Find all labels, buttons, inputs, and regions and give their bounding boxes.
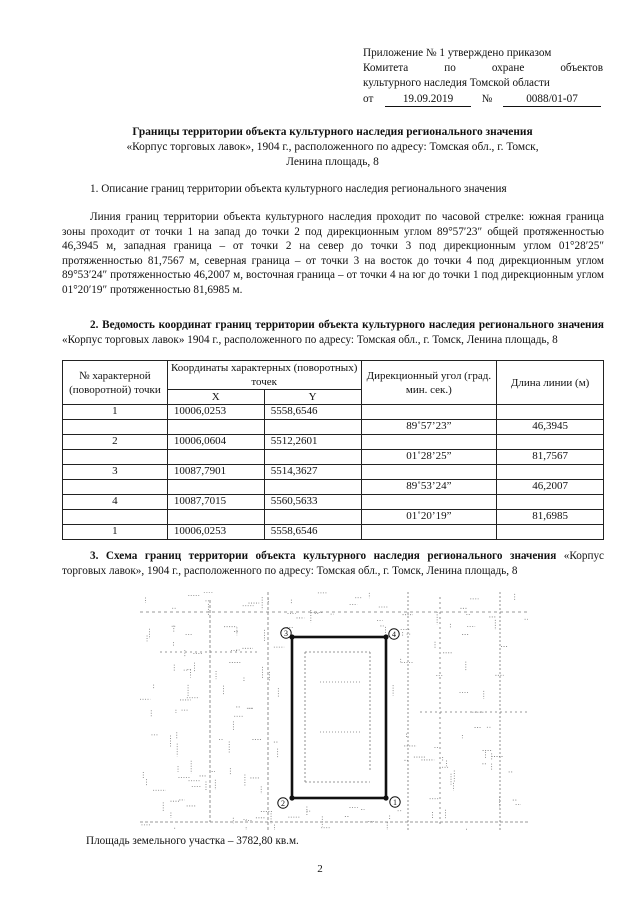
cell-point: 3	[63, 465, 168, 480]
approval-line-1: Приложение № 1 утверждено приказом	[363, 47, 552, 59]
title-line-3: Ленина площадь, 8	[286, 156, 379, 168]
section-3	[62, 549, 604, 578]
page-number: 2	[317, 863, 323, 875]
table-row	[63, 480, 604, 495]
boundary-polygon	[292, 637, 386, 798]
cell-angle: 89˚53’24”	[361, 480, 497, 495]
point-label-3: 3	[284, 629, 288, 638]
cell-y	[264, 450, 361, 465]
point-marker-3	[281, 628, 291, 638]
point-marker-1	[390, 797, 400, 807]
approval-word: охране	[491, 62, 525, 75]
cadastral-background	[140, 592, 528, 830]
cell-y: 5512,2601	[264, 435, 361, 450]
coordinates-table	[62, 360, 604, 540]
number-label: №	[481, 92, 493, 105]
boundary-scheme	[140, 592, 528, 830]
header-point: № характерной (поворотной) точки	[63, 361, 168, 405]
cell-point: 2	[63, 435, 168, 450]
cell-length	[497, 405, 604, 420]
table-header-row	[63, 361, 604, 390]
cell-x: 10087,7901	[167, 465, 264, 480]
cell-length	[497, 465, 604, 480]
cell-length: 46,2007	[497, 480, 604, 495]
table-row	[63, 510, 604, 525]
cell-y	[264, 420, 361, 435]
cell-angle	[361, 405, 497, 420]
cell-length: 81,7567	[497, 450, 604, 465]
cell-angle: 01˚28’25”	[361, 450, 497, 465]
table-row	[63, 465, 604, 480]
cell-length	[497, 495, 604, 510]
header-y: Y	[264, 390, 361, 405]
approval-line-4	[363, 92, 603, 107]
cell-x	[167, 420, 264, 435]
cell-angle: 01˚20’19”	[361, 510, 497, 525]
cell-point	[63, 420, 168, 435]
header-length: Длина линии (м)	[497, 361, 604, 405]
order-date: 19.09.2019	[385, 93, 471, 107]
cell-length	[497, 525, 604, 540]
cell-y: 5558,6546	[264, 525, 361, 540]
section-2	[62, 318, 604, 347]
header-angle: Дирекционный угол (град. мин. сек.)	[361, 361, 497, 405]
cell-length	[497, 435, 604, 450]
approval-line-3: культурного наследия Томской области	[363, 77, 550, 90]
section-3-text: «Корпус торговых лавок», 1904 г., расположенного по адресу: Томская обл., г. Томск, Ленина площадь, 8	[62, 550, 605, 577]
table-row	[63, 405, 604, 420]
approval-block	[363, 46, 603, 107]
cell-y: 5514,3627	[264, 465, 361, 480]
cell-angle	[361, 465, 497, 480]
cell-x: 10006,0253	[167, 405, 264, 420]
document-title	[60, 125, 605, 170]
cell-angle	[361, 435, 497, 450]
cell-x	[167, 450, 264, 465]
point-marker-4	[389, 629, 399, 639]
point-label-1: 1	[393, 798, 397, 807]
section-1-text: Линия границ территории объекта культурного наследия проходит по часовой стрелке: южная граница зоны проходит от точки 1 на запад до точки 2 под дирекционным углом 89°57′23″ общей протяженностью 46,3945 м, западная граница – от точки 2 на север до точки 3 под дирекционным углом 01°28′25″ протяженностью 81,7567 м, северная граница – от точки 3 на восток до точки 4 под дирекционным углом 89°53′24″ протяженностью 46,2007 м, восточная граница – от точки 4 на юг до точки 1 под дирекционным углом 01°20′19″ протяженностью 81,6985 м.	[62, 211, 604, 296]
table-row	[63, 525, 604, 540]
point-marker-2	[278, 798, 288, 808]
table-row	[63, 495, 604, 510]
land-area: Площадь земельного участка – 3782,80 кв.м.	[86, 835, 299, 847]
cell-point: 1	[63, 405, 168, 420]
section-1-heading: 1. Описание границ территории объекта культурного наследия регионального значения	[90, 183, 507, 195]
table-row	[63, 435, 604, 450]
point-label-4: 4	[392, 630, 396, 639]
order-number: 0088/01-07	[503, 93, 601, 107]
title-line-1: Границы территории объекта культурного наследия регионального значения	[132, 126, 533, 138]
approval-word: объектов	[560, 62, 603, 75]
cell-x	[167, 510, 264, 525]
vertex-points	[289, 634, 388, 800]
cell-x: 10006,0253	[167, 525, 264, 540]
cell-point	[63, 450, 168, 465]
cell-y	[264, 510, 361, 525]
approval-word: по	[444, 62, 456, 75]
section-2-heading: 2. Ведомость координат границ территории объекта культурного наследия регионального значения	[90, 319, 604, 331]
cell-angle	[361, 525, 497, 540]
header-coords: Координаты характерных (поворотных) точек	[167, 361, 361, 390]
point-label-2: 2	[281, 799, 285, 808]
cell-length: 46,3945	[497, 420, 604, 435]
table-row	[63, 450, 604, 465]
approval-line-2	[363, 61, 603, 76]
cell-x: 10087,7015	[167, 495, 264, 510]
cell-angle	[361, 495, 497, 510]
cell-x: 10006,0604	[167, 435, 264, 450]
cell-length: 81,6985	[497, 510, 604, 525]
cell-y: 5558,6546	[264, 405, 361, 420]
date-label: от	[363, 92, 374, 105]
cell-angle: 89˚57’23”	[361, 420, 497, 435]
cell-point: 4	[63, 495, 168, 510]
section-2-text: «Корпус торговых лавок» 1904 г., расположенного по адресу: Томская обл., г. Томск, Ленина площадь, 8	[62, 333, 558, 346]
approval-word: Комитета	[363, 62, 409, 75]
cell-point	[63, 480, 168, 495]
title-line-2: «Корпус торговых лавок», 1904 г., расположенного по адресу: Томская обл., г. Томск,	[126, 141, 539, 153]
cell-x	[167, 480, 264, 495]
cell-point: 1	[63, 525, 168, 540]
header-x: X	[167, 390, 264, 405]
cell-y	[264, 480, 361, 495]
cell-point	[63, 510, 168, 525]
section-3-heading: 3. Схема границ территории объекта культурного наследия регионального значения	[90, 550, 557, 562]
table-row	[63, 420, 604, 435]
cell-y: 5560,5633	[264, 495, 361, 510]
